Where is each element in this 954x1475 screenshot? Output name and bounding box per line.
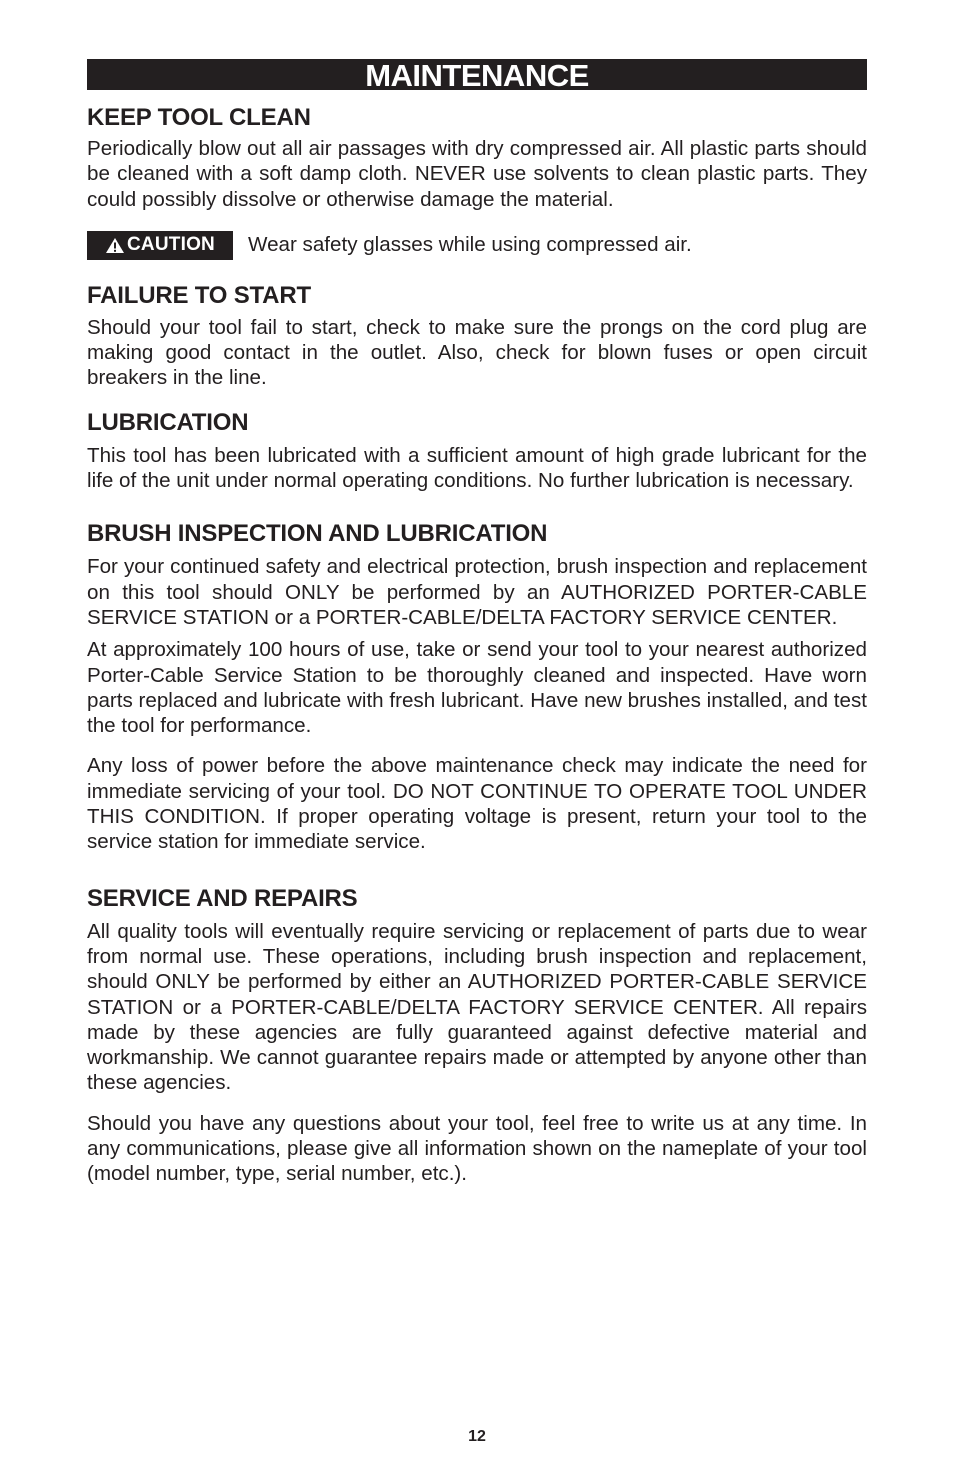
failure-to-start-section [87,282,867,391]
lubrication-section [87,409,867,494]
section-paragraph: At approximately 100 hours of use, take or send your tool to your nearest authorized Porter-Cable Service Station to be thoroughly cleaned and inspected. Have worn parts replaced and lubricate with fresh lubricant. Have new brushes installed, and test the tool for performance. [87,638,867,738]
section-heading: SERVICE AND REPAIRS [87,884,358,912]
section-paragraph: For your continued safety and electrical protection, brush inspection and replacement on this tool should ONLY be performed by an AUTHORIZED PORTER-CABLE SERVICE STATION or a PORTER-CABLE/DELTA FACTORY SERVICE CENTER. [87,555,867,629]
page-content [87,59,867,1187]
section-body: This tool has been lubricated with a sufficient amount of high grade lubricant for the life of the unit under normal operating conditions. No further lubrication is necessary. [87,443,867,493]
warning-triangle-icon [105,237,125,254]
page-number: 12 [468,1428,486,1445]
caution-badge [87,231,233,260]
section-heading: FAILURE TO START [87,281,311,309]
section-paragraph: Should you have any questions about your tool, feel free to write us at any time. In any communications, please give all information shown on the nameplate of your tool (model number, type, serial number, etc.). [87,1111,867,1186]
service-and-repairs-section [87,885,867,1187]
section-paragraph: All quality tools will eventually require servicing or replacement of parts due to wear from normal use. These operations, including brush inspection and replacement, should ONLY be performed by either an AUTHORIZED PORTER-CABLE SERVICE STATION or a PORTER-CABLE/DELTA FACTORY SERVICE CENTER. All repairs made by these agencies are fully guaranteed against defective material and workmanship. We cannot guarantee repairs made or attempted by anyone other than these agencies. [87,919,867,1095]
maintenance-banner: MAINTENANCE [87,59,867,90]
section-heading: LUBRICATION [87,408,249,436]
section-paragraph: Any loss of power before the above maintenance check may indicate the need for immediate servicing of your tool. DO NOT CONTINUE TO OPERATE TOOL UNDER THIS CONDITION. If proper operating voltage is present, return your tool to the service station for immediate service. [87,754,867,854]
section-body: Periodically blow out all air passages with dry compressed air. All plastic parts should be cleaned with a soft damp cloth. NEVER use solvents to clean plastic parts. They could possibly dissolve or otherwise damage the material. [87,137,867,211]
caution-notice [87,231,867,260]
caution-label: CAUTION [127,234,215,256]
keep-tool-clean-section [87,104,867,212]
brush-inspection-section [87,520,867,854]
section-heading: KEEP TOOL CLEAN [87,104,311,131]
caution-text: Wear safety glasses while using compressed air. [248,233,692,257]
section-body: Should your tool fail to start, check to make sure the prongs on the cord plug are making good contact in the outlet. Also, check for blown fuses or open circuit breakers in the line. [87,315,867,390]
section-heading: BRUSH INSPECTION AND LUBRICATION [87,520,548,548]
